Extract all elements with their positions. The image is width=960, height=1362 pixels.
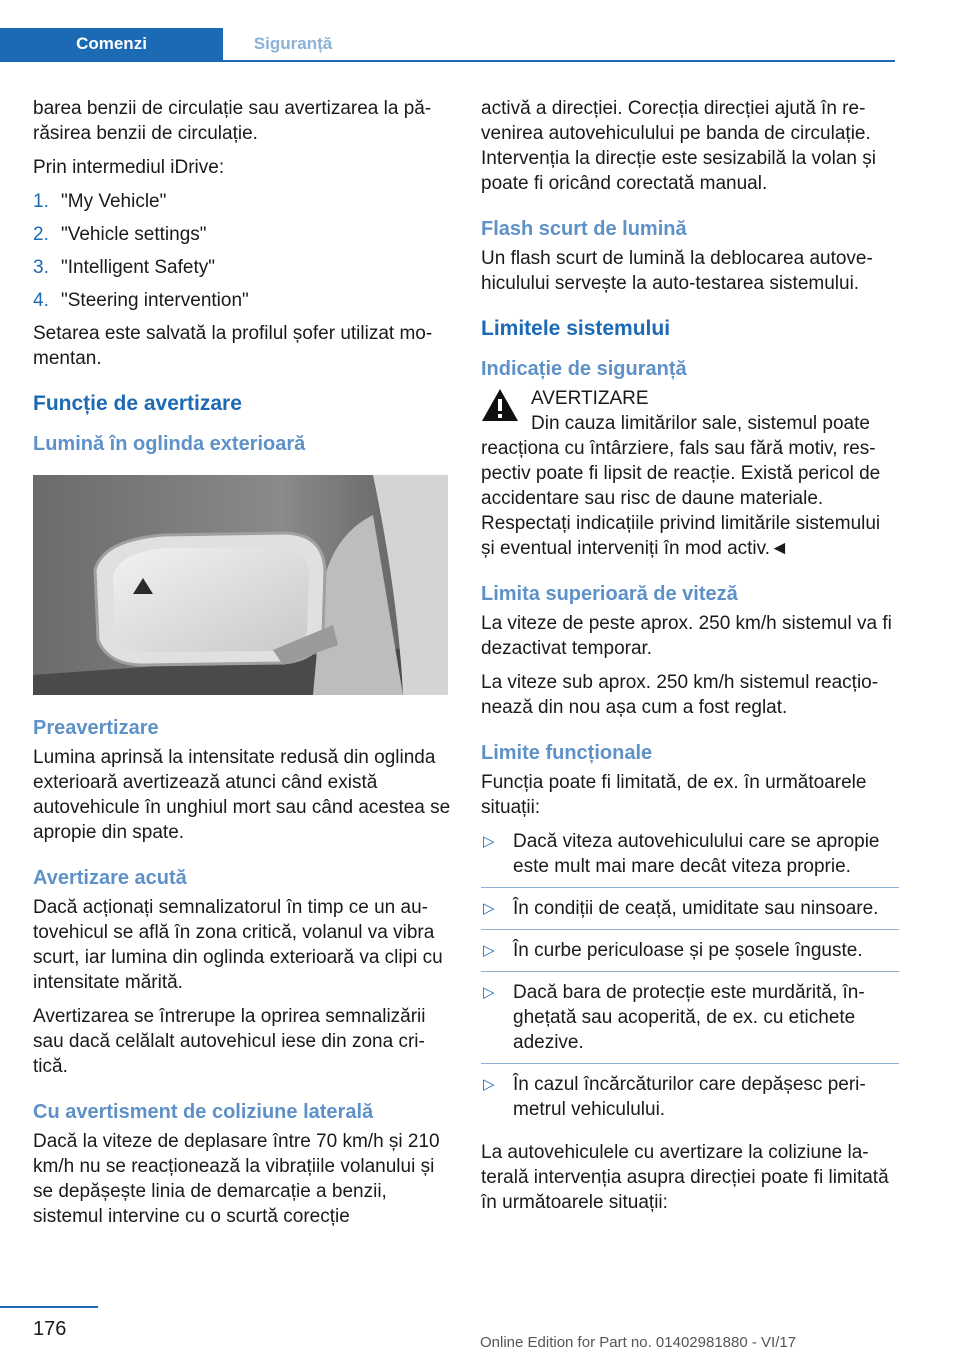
warning-triangle-icon	[481, 388, 519, 422]
header-rule	[0, 60, 895, 62]
triangle-bullet-icon: ▷	[483, 833, 495, 850]
list-item	[33, 222, 451, 247]
triangle-bullet-icon: ▷	[483, 900, 495, 917]
heading-acute-warning: Avertizare acută	[33, 867, 187, 889]
list-item	[481, 896, 899, 930]
list-item	[33, 288, 451, 313]
right-column	[481, 96, 899, 1224]
left-column	[33, 96, 451, 1238]
idrive-steps	[33, 189, 451, 313]
header-tabbar	[0, 0, 895, 62]
heading-light-flash: Flash scurt de lumină	[481, 218, 687, 240]
list-item	[481, 829, 899, 888]
list-item-text: În curbe periculoase și pe șosele înguste.	[513, 940, 863, 961]
step-number: 1.	[33, 191, 49, 212]
warning-title: AVERTIZARE	[531, 388, 649, 409]
warning-block	[481, 386, 899, 561]
mirror-illustration	[33, 475, 448, 695]
list-item	[33, 255, 451, 280]
functional-limits-paragraph: Funcția poate fi limitată, de ex. în următoarele situații:	[481, 772, 867, 818]
step-text: "My Vehicle"	[61, 191, 167, 212]
speed-limit-paragraph-2: La viteze sub aprox. 250 km/h sistemul reacționează din nou așa cum a fost reglat.	[481, 672, 879, 718]
step-text: "Intelligent Safety"	[61, 257, 215, 278]
side-collision-paragraph: Dacă la viteze de deplasare între 70 km/h și 210 km/h nu se reacționează la vibrațiile volanului și se depășește linia de demarcație a benzii, sistemul intervine cu o scurtă corecție	[33, 1131, 440, 1227]
heading-speed-limit: Limita superioară de viteză	[481, 583, 738, 605]
continuation-paragraph: activă a direcției. Corecția direcției ajută în revenirea autovehiculului pe banda de circulație. Intervenția la direcție este sesizabilă la volan și poate fi oricând corectată manual.	[481, 98, 876, 194]
list-item	[481, 1072, 899, 1130]
heading-pre-warning: Preavertizare	[33, 717, 159, 739]
light-flash-paragraph: Un flash scurt de lumină la deblocarea autovehiculului servește la auto-testarea sistemului.	[481, 248, 873, 294]
step-number: 3.	[33, 257, 49, 278]
triangle-bullet-icon: ▷	[483, 942, 495, 959]
acute-warning-paragraph-1: Dacă acționați semnalizatorul în timp ce un autovehicul se află în zona critică, volanul va vibra scurt, iar lumina din oglinda exterioară va clipi cu intensitate mărită.	[33, 897, 443, 993]
heading-mirror-light: Lumină în oglinda exterioară	[33, 433, 306, 455]
triangle-bullet-icon: ▷	[483, 1076, 495, 1093]
list-item-text: Dacă bara de protecție este murdărită, înghețată sau acoperită, de ex. cu etichete adezive.	[513, 982, 865, 1053]
warning-text: Din cauza limitărilor sale, sistemul poate reacționa cu întârziere, fals sau fără motiv, respectiv poate fi lipsit de reacție. Există pericol de accidentare sau risc de daune materiale. Respectați indicațiile privind limitările sistemului și eventual interveniți în mod activ.◄	[481, 413, 881, 559]
list-item	[481, 938, 899, 972]
heading-safety-note: Indicație de siguranță	[481, 358, 687, 380]
step-text: "Vehicle settings"	[61, 224, 207, 245]
heading-side-collision: Cu avertisment de coliziune laterală	[33, 1101, 374, 1123]
heading-system-limits: Limitele sistemului	[481, 317, 671, 340]
list-item-text: În condiții de ceață, umiditate sau ninsoare.	[513, 898, 879, 919]
edition-note: Online Edition for Part no. 01402981880 - VI/17	[480, 1334, 797, 1351]
page-number: 176	[33, 1318, 67, 1340]
list-item	[481, 980, 899, 1064]
footer-rule	[0, 1306, 98, 1308]
functional-limits-list	[481, 829, 899, 1130]
list-item-text: Dacă viteza autovehiculului care se apropie este mult mai mare decât viteza proprie.	[513, 831, 880, 877]
step-number: 4.	[33, 290, 49, 311]
speed-limit-paragraph-1: La viteze de peste aprox. 250 km/h sistemul va fi dezactivat temporar.	[481, 613, 892, 659]
step-text: "Steering intervention"	[61, 290, 249, 311]
triangle-bullet-icon: ▷	[483, 984, 495, 1001]
step-number: 2.	[33, 224, 49, 245]
saved-paragraph: Setarea este salvată la profilul șofer utilizat momentan.	[33, 323, 433, 369]
acute-warning-paragraph-2: Avertizarea se întrerupe la oprirea semnalizării sau dacă celălalt autovehicul iese din zona critică.	[33, 1006, 426, 1077]
tab-comenzi[interactable]: Comenzi	[0, 28, 223, 60]
list-item	[33, 189, 451, 214]
idrive-paragraph: Prin intermediul iDrive:	[33, 157, 225, 178]
intro-paragraph: barea benzii de circulație sau avertizarea la părăsirea benzii de circulație.	[33, 98, 432, 144]
heading-warning-function: Funcție de avertizare	[33, 392, 242, 415]
pre-warning-paragraph: Lumina aprinsă la intensitate redusă din oglinda exterioară avertizează atunci când există autovehicule în unghiul mort sau când acestea se apropie din spate.	[33, 747, 451, 843]
final-paragraph: La autovehiculele cu avertizare la coliziune laterală intervenția asupra direcției poate fi limitată în următoarele situații:	[481, 1142, 889, 1213]
list-item-text: În cazul încărcăturilor care depășesc perimetrul vehiculului.	[513, 1074, 866, 1120]
tab-siguranta[interactable]: Siguranță	[253, 34, 333, 53]
heading-functional-limits: Limite funcționale	[481, 742, 653, 764]
